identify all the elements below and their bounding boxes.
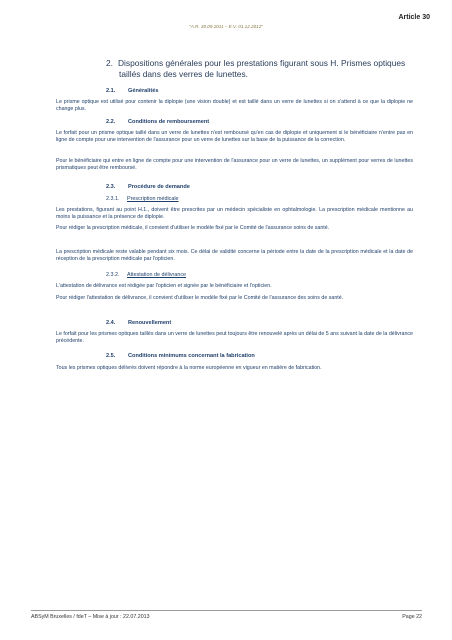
- paragraph-2-3-2-1: L'attestation de délivrance est rédigée par l'opticien et signée par le bénéficiaire et l'opticien.: [56, 283, 272, 289]
- paragraph-2-2-1: Le forfait pour un prisme optique taillé dans un verre de lunettes n'est remboursé qu'en cas de diplopie et uniquement si le bénéficiaire n'entre pas en ligne de compte pour une intervention de l'assurance pour un verre de lunettes sur la base de la puissance de la correction.: [56, 130, 413, 144]
- heading-number: 2.3.1.: [106, 196, 120, 202]
- page-number: Page 22: [402, 614, 422, 620]
- paragraph-2-3-2-2: Pour rédiger l'attestation de délivrance, il convient d'utiliser le modèle fixé par le Comité de l'assurance des soins de santé.: [56, 295, 344, 301]
- document-reference: "A.R. 30.09.2011 – E.V. 01.12.2012": [189, 24, 263, 29]
- section-title-line2: taillés dans des verres de lunettes.: [119, 68, 248, 79]
- heading-text: Prescription médicale: [127, 196, 179, 202]
- heading-number: 2.4.: [106, 320, 116, 326]
- heading-2-5: [106, 353, 255, 359]
- heading-text: Attestation de délivrance: [127, 272, 187, 278]
- paragraph-2-1-1: Le prisme optique est utilisé pour contenir la diplopie (une vision double) et est taillé dans un verre de lunettes si on s'attend à ce que la diplopie ne change plus.: [56, 99, 413, 113]
- paragraph-2-3-1-2: Pour rédiger la prescription médicale, il convient d'utiliser le modèle fixé par le Comité de l'assurance soins de santé.: [56, 225, 330, 231]
- heading-2-3: [106, 184, 190, 190]
- heading-text: Procédure de demande: [128, 184, 190, 190]
- heading-2-4: [106, 320, 171, 326]
- heading-number: 2.5.: [106, 353, 116, 359]
- heading-text: Conditions de remboursement: [128, 119, 210, 125]
- heading-2-2: [106, 119, 209, 125]
- heading-2-1: [106, 88, 158, 94]
- paragraph-2-2-2: Pour le bénéficiaire qui entre en ligne de compte pour une intervention de l'assurance pour un verre de lunettes, un supplément pour verres de lunettes prismatiques peut être remboursé.: [56, 158, 413, 172]
- heading-text: Conditions minimums concernant la fabrication: [128, 353, 255, 359]
- footer-update-info: ABSyM Bruxelles / fdeT – Mise à jour : 22.07.2013: [31, 614, 150, 620]
- footer-divider: [31, 610, 422, 611]
- paragraph-2-5-1: Tous les prismes optiques délivrés doivent répondre à la norme européenne en vigueur en matière de fabrication.: [56, 365, 322, 371]
- section-title-line1: Dispositions générales pour les prestations figurant sous H. Prismes optiques: [118, 58, 406, 68]
- heading-text: Généralités: [128, 88, 159, 94]
- section-number: 2.: [106, 58, 113, 68]
- section-title: [106, 58, 422, 79]
- heading-text: Renouvellement: [128, 320, 172, 326]
- heading-number: 2.2.: [106, 119, 116, 125]
- paragraph-2-3-1-1: Les prestations, figurant au point H.1., doivent être prescrites par un médecin spécialiste en ophtalmologie. La prescription médicale mentionne au moins la puissance et la présence de diplopie.: [56, 207, 413, 221]
- paragraph-2-4-1: Le forfait pour les prismes optiques taillés dans un verre de lunettes peut toujours être renouvelé après un délai de 5 ans suivant la date de la délivrance précédente.: [56, 331, 413, 345]
- heading-2-3-2: [106, 272, 186, 278]
- paragraph-2-3-1-3: La prescription médicale reste valable pendant six mois. Ce délai de validité concerne la période entre la date de la prescription médicale et la date de réception de la prescription médicale par l'opticien.: [56, 249, 413, 263]
- heading-number: 2.3.2.: [106, 272, 120, 278]
- heading-number: 2.1.: [106, 88, 116, 94]
- heading-number: 2.3.: [106, 184, 116, 190]
- heading-2-3-1: [106, 196, 179, 202]
- article-number: Article 30: [398, 14, 430, 21]
